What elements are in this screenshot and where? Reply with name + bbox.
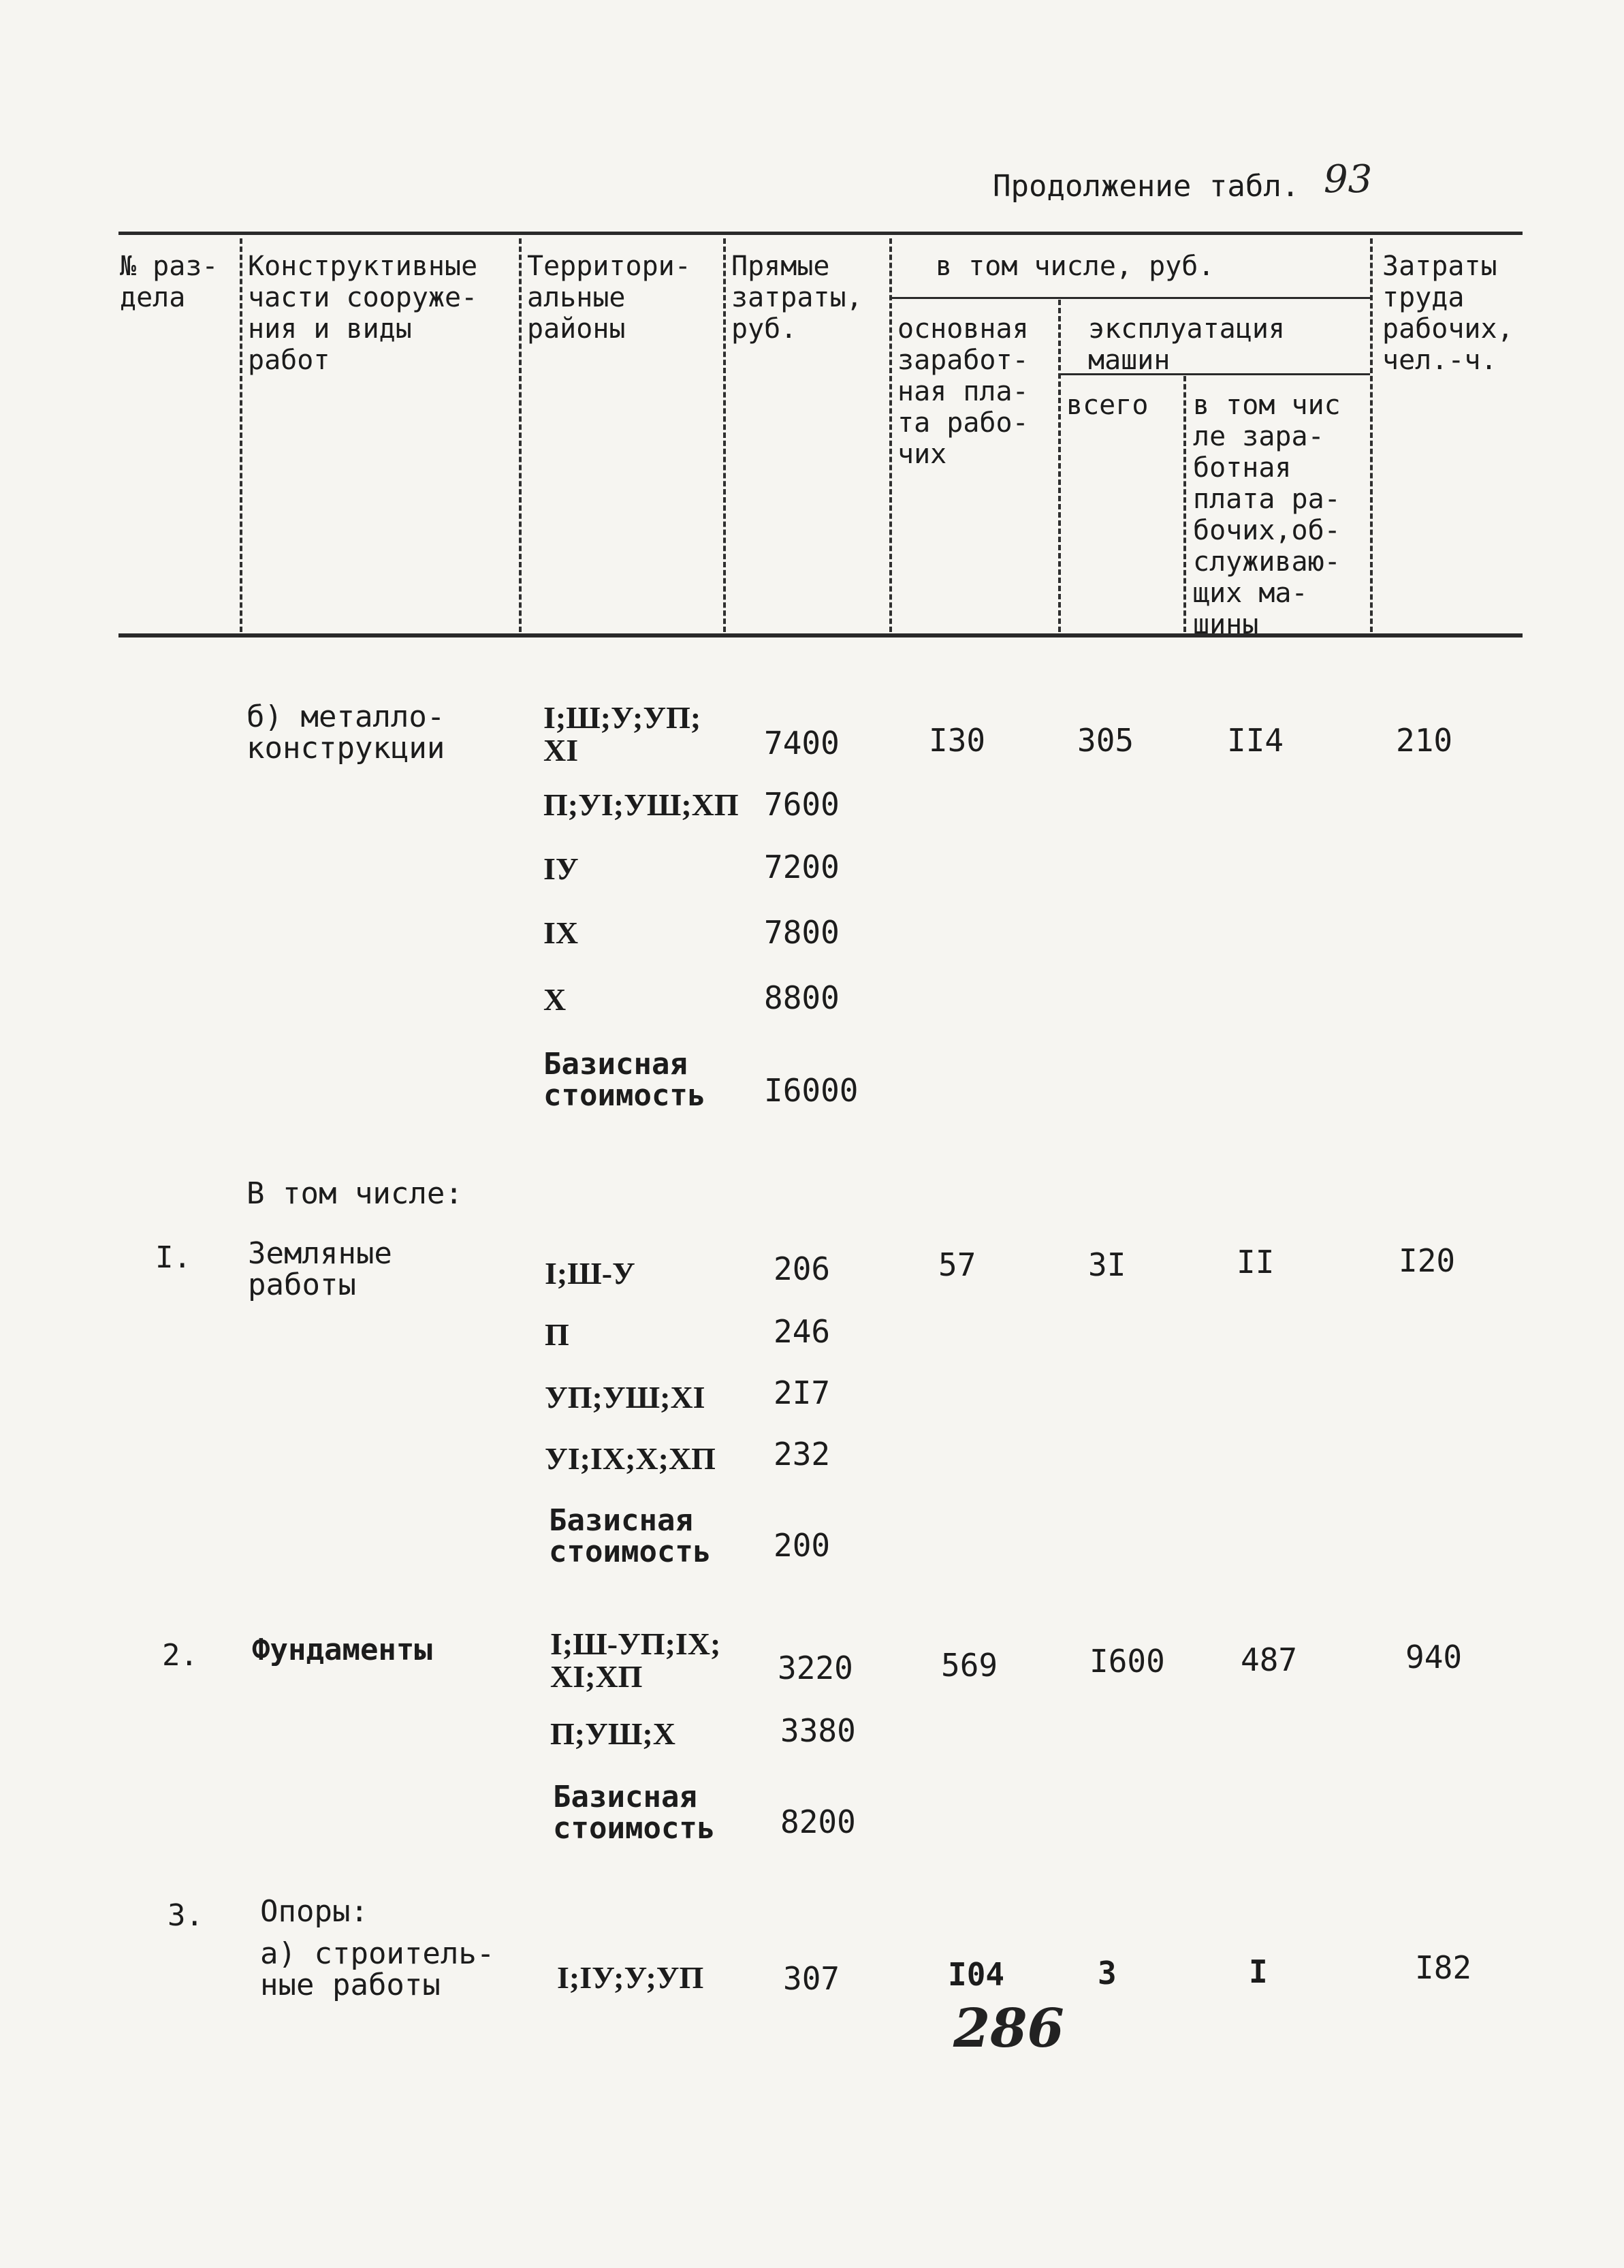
row-label-construction-works: а) строитель- ные работы bbox=[260, 1936, 495, 2002]
header-col-divider-3 bbox=[723, 238, 726, 632]
header-machines-wages: в том чис ле зара- ботная плата ра- бочих,об- служиваю- щих ма- шины bbox=[1193, 390, 1341, 640]
base-cost-label: Базисная стоимость bbox=[549, 1503, 712, 1569]
including-heading: В том числе: bbox=[246, 1176, 463, 1211]
direct-cost-cell: 3220 bbox=[778, 1650, 853, 1686]
table-number-handwritten: 93 bbox=[1324, 157, 1373, 202]
labor-cell: 210 bbox=[1396, 722, 1453, 759]
base-cost-label: Базисная стоимость bbox=[543, 1047, 706, 1113]
header-col-divider-2 bbox=[519, 238, 522, 632]
header-top-rule bbox=[118, 232, 1523, 235]
machines-total-cell: 3 bbox=[1098, 1955, 1117, 1991]
header-col-divider-4 bbox=[889, 238, 892, 632]
region-cell: X bbox=[543, 982, 567, 1017]
header-machines-total: всего bbox=[1066, 390, 1149, 421]
wages-cell: 57 bbox=[938, 1246, 976, 1283]
row-label-foundations: Фундаменты bbox=[252, 1633, 432, 1667]
direct-cost-cell: 232 bbox=[774, 1436, 831, 1472]
direct-cost-cell: 7200 bbox=[764, 849, 840, 885]
labor-cell: 940 bbox=[1405, 1639, 1463, 1675]
region-cell: УП;УШ;XI bbox=[545, 1380, 705, 1415]
base-cost-value: I6000 bbox=[764, 1072, 859, 1109]
machines-total-cell: I600 bbox=[1089, 1643, 1165, 1680]
header-col-divider-7 bbox=[1370, 238, 1373, 632]
wages-cell: 569 bbox=[941, 1647, 998, 1684]
subheader-rule-including bbox=[892, 297, 1370, 299]
direct-cost-cell: 246 bbox=[774, 1313, 831, 1350]
region-cell: I;Ш-УП;IX; XI;XП bbox=[550, 1626, 721, 1694]
direct-cost-cell: 307 bbox=[783, 1960, 840, 1997]
labor-cell: I20 bbox=[1399, 1242, 1456, 1279]
machines-wages-cell: II bbox=[1237, 1244, 1275, 1280]
row-number: 2. bbox=[162, 1638, 198, 1673]
row-label-supports: Опоры: bbox=[260, 1894, 368, 1929]
region-cell: УI;IX;X;XП bbox=[545, 1441, 716, 1476]
table-caption: Продолжение табл. bbox=[993, 169, 1300, 204]
base-cost-value: 8200 bbox=[780, 1804, 856, 1840]
header-including: в том числе, руб. bbox=[936, 251, 1215, 282]
row-number: 3. bbox=[168, 1898, 204, 1933]
header-machine-operation: эксплуатация машин bbox=[1088, 313, 1285, 376]
row-label-earthworks: Земляные работы bbox=[248, 1236, 392, 1302]
direct-cost-cell: 3380 bbox=[780, 1712, 856, 1749]
direct-cost-cell: 7600 bbox=[764, 786, 840, 823]
region-cell: П;УI;УШ;XП bbox=[543, 787, 739, 822]
header-territorial-regions: Территори- альные районы bbox=[527, 251, 691, 345]
region-cell: I;Ш;У;УП; XI bbox=[543, 700, 701, 768]
header-col-divider-1 bbox=[240, 238, 242, 632]
region-cell: IX bbox=[543, 915, 579, 950]
direct-cost-cell: 7800 bbox=[764, 914, 840, 951]
row-label-metal-structures: б) металло- конструкции bbox=[246, 699, 445, 766]
machines-wages-cell: II4 bbox=[1227, 722, 1284, 759]
machines-total-cell: 3I bbox=[1088, 1246, 1126, 1283]
direct-cost-cell: 206 bbox=[774, 1250, 831, 1287]
header-structural-parts: Конструктивные части сооруже- ния и виды работ bbox=[248, 251, 478, 376]
header-col-divider-5 bbox=[1058, 300, 1061, 632]
labor-cell: I82 bbox=[1415, 1949, 1472, 1986]
region-cell: П;УШ;X bbox=[550, 1716, 675, 1751]
page-number-handwritten: 286 bbox=[953, 1998, 1064, 2060]
machines-wages-cell: 487 bbox=[1241, 1641, 1298, 1678]
direct-cost-cell: 2I7 bbox=[774, 1374, 831, 1411]
wages-cell: I04 bbox=[948, 1956, 1005, 1993]
header-basic-wages: основная заработ- ная пла- та рабо- чих bbox=[897, 313, 1029, 470]
header-direct-costs: Прямые затраты, руб. bbox=[731, 251, 863, 345]
direct-cost-cell: 8800 bbox=[764, 979, 840, 1016]
region-cell: I;IУ;У;УП bbox=[557, 1960, 704, 1995]
header-col-divider-6 bbox=[1183, 376, 1186, 632]
header-section-number: № раз- дела bbox=[120, 251, 219, 313]
base-cost-value: 200 bbox=[774, 1527, 831, 1564]
base-cost-label: Базисная стоимость bbox=[553, 1780, 716, 1846]
header-labor-costs: Затраты труда рабочих, чел.-ч. bbox=[1382, 251, 1514, 376]
machines-total-cell: 305 bbox=[1077, 722, 1134, 759]
wages-cell: I30 bbox=[929, 722, 986, 759]
machines-wages-cell: I bbox=[1249, 1953, 1268, 1990]
direct-cost-cell: 7400 bbox=[764, 725, 840, 761]
region-cell: П bbox=[545, 1317, 569, 1352]
region-cell: IУ bbox=[543, 851, 579, 886]
row-number: I. bbox=[155, 1240, 191, 1275]
region-cell: I;Ш-У bbox=[545, 1256, 635, 1291]
